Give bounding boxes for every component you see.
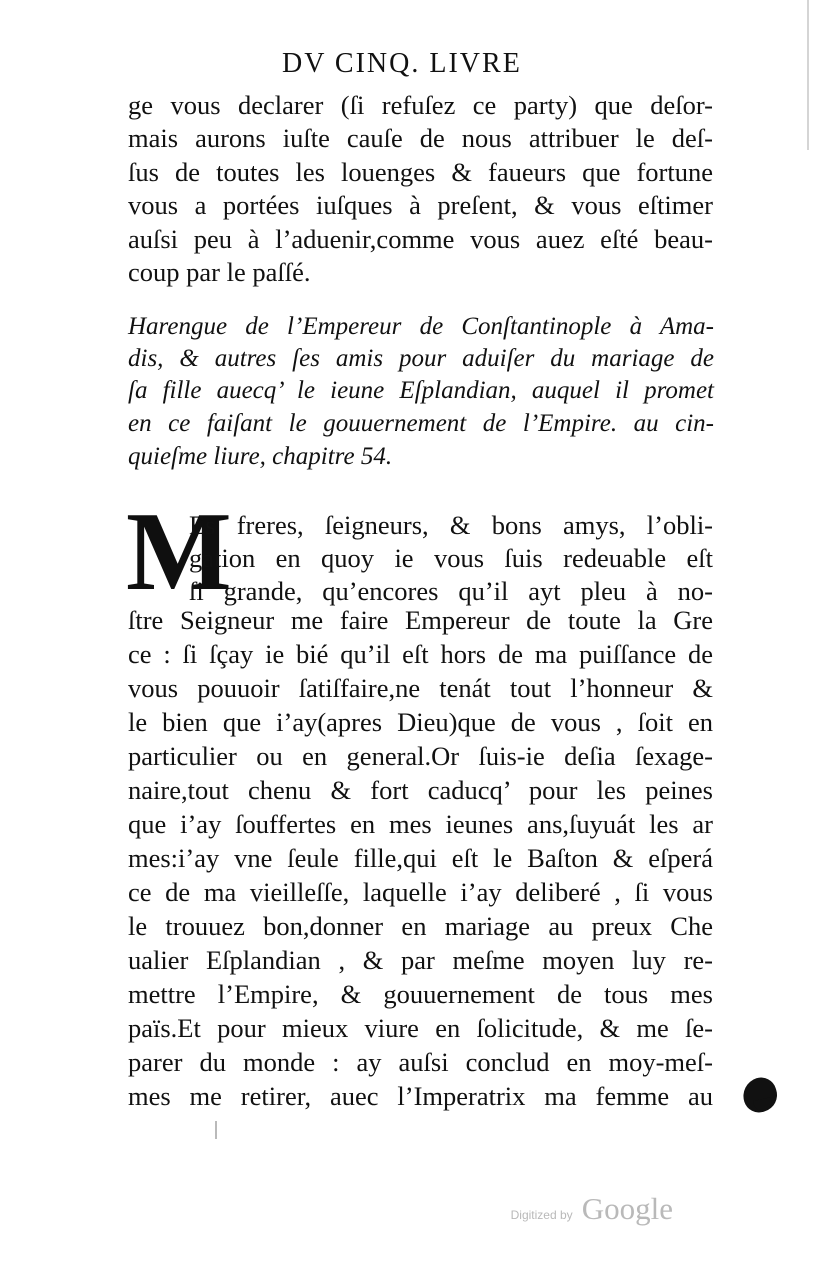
body-line: gation en quoy ie vous ſuis redeuable eſt bbox=[189, 543, 713, 573]
body-line: Es freres, ſeigneurs, & bons amys, l’obli- bbox=[189, 510, 713, 540]
body-line: vous pouuoir ſatiſfaire,ne tenát tout l’honneur & bbox=[128, 673, 713, 703]
chapter-heading-line: dis, & autres ſes amis pour aduiſer du mariage de bbox=[128, 345, 714, 372]
running-head: DV CINQ. LIVRE bbox=[282, 48, 522, 79]
digitized-by-google-watermark bbox=[511, 1193, 673, 1224]
watermark-prefix: Digitized by bbox=[510, 1208, 573, 1222]
scan-pin-mark bbox=[215, 1121, 217, 1139]
body-line: ſtre Seigneur me faire Empereur de toute la Gre bbox=[128, 605, 713, 635]
body-line: parer du monde : ay auſsi conclud en moy-meſ- bbox=[128, 1047, 713, 1077]
chapter-heading-line: Harengue de l’Empereur de Conſtantinople à Ama- bbox=[128, 313, 714, 340]
body-line: le bien que i’ay(apres Dieu)que de vous , ſoit en bbox=[128, 707, 713, 737]
top-paragraph-line: vous a portées iuſques à preſent, & vous eſtimer bbox=[128, 190, 713, 220]
body-line: païs.Et pour mieux viure en ſolicitude, & me ſe- bbox=[128, 1013, 713, 1043]
body-line: mes me retirer, auec l’Imperatrix ma femme au bbox=[128, 1081, 713, 1111]
body-line: mes:i’ay vne ſeule fille,qui eſt le Baſton & eſperá bbox=[128, 843, 713, 873]
chapter-heading-line: en ce faiſant le gouuernement de l’Empire. au cin- bbox=[128, 410, 714, 437]
scan-edge-mark bbox=[807, 0, 809, 150]
chapter-heading-line: ſa fille auecq’ le ieune Eſplandian, auquel il promet bbox=[128, 377, 714, 404]
body-line: naire,tout chenu & fort caducq’ pour les peines bbox=[128, 775, 713, 805]
top-paragraph-line: auſsi peu à l’aduenir,comme vous auez eſté beau- bbox=[128, 224, 713, 254]
chapter-heading-line: quieſme liure, chapitre 54. bbox=[128, 443, 393, 470]
top-paragraph-line: coup par le paſſé. bbox=[128, 257, 311, 287]
google-wordmark: Google bbox=[581, 1191, 673, 1226]
body-line: mettre l’Empire, & gouuernement de tous mes bbox=[128, 979, 713, 1009]
body-line: que i’ay ſouffertes en mes ieunes ans,ſuyuát les ar bbox=[128, 809, 713, 839]
body-line: ce de ma vieilleſſe, laquelle i’ay deliberé , ſi vous bbox=[128, 877, 713, 907]
body-line: le trouuez bon,donner en mariage au preux Che bbox=[128, 911, 713, 941]
top-paragraph-line: ſus de toutes les louenges & faueurs que fortune bbox=[128, 157, 713, 187]
body-line: ſi grande, qu’encores qu’il ayt pleu à no- bbox=[189, 576, 713, 606]
body-line: ualier Eſplandian , & par meſme moyen luy re- bbox=[128, 945, 713, 975]
body-line: particulier ou en general.Or ſuis-ie deſia ſexage- bbox=[128, 741, 713, 771]
dropcap-letter: M bbox=[126, 490, 232, 614]
body-line: ce : ſi ſçay ie bié qu’il eſt hors de ma puiſſance de bbox=[128, 639, 713, 669]
top-paragraph-line: ge vous declarer (ſi refuſez ce party) que deſor- bbox=[128, 90, 713, 120]
top-paragraph-line: mais aurons iuſte cauſe de nous attribuer le deſ- bbox=[128, 123, 713, 153]
